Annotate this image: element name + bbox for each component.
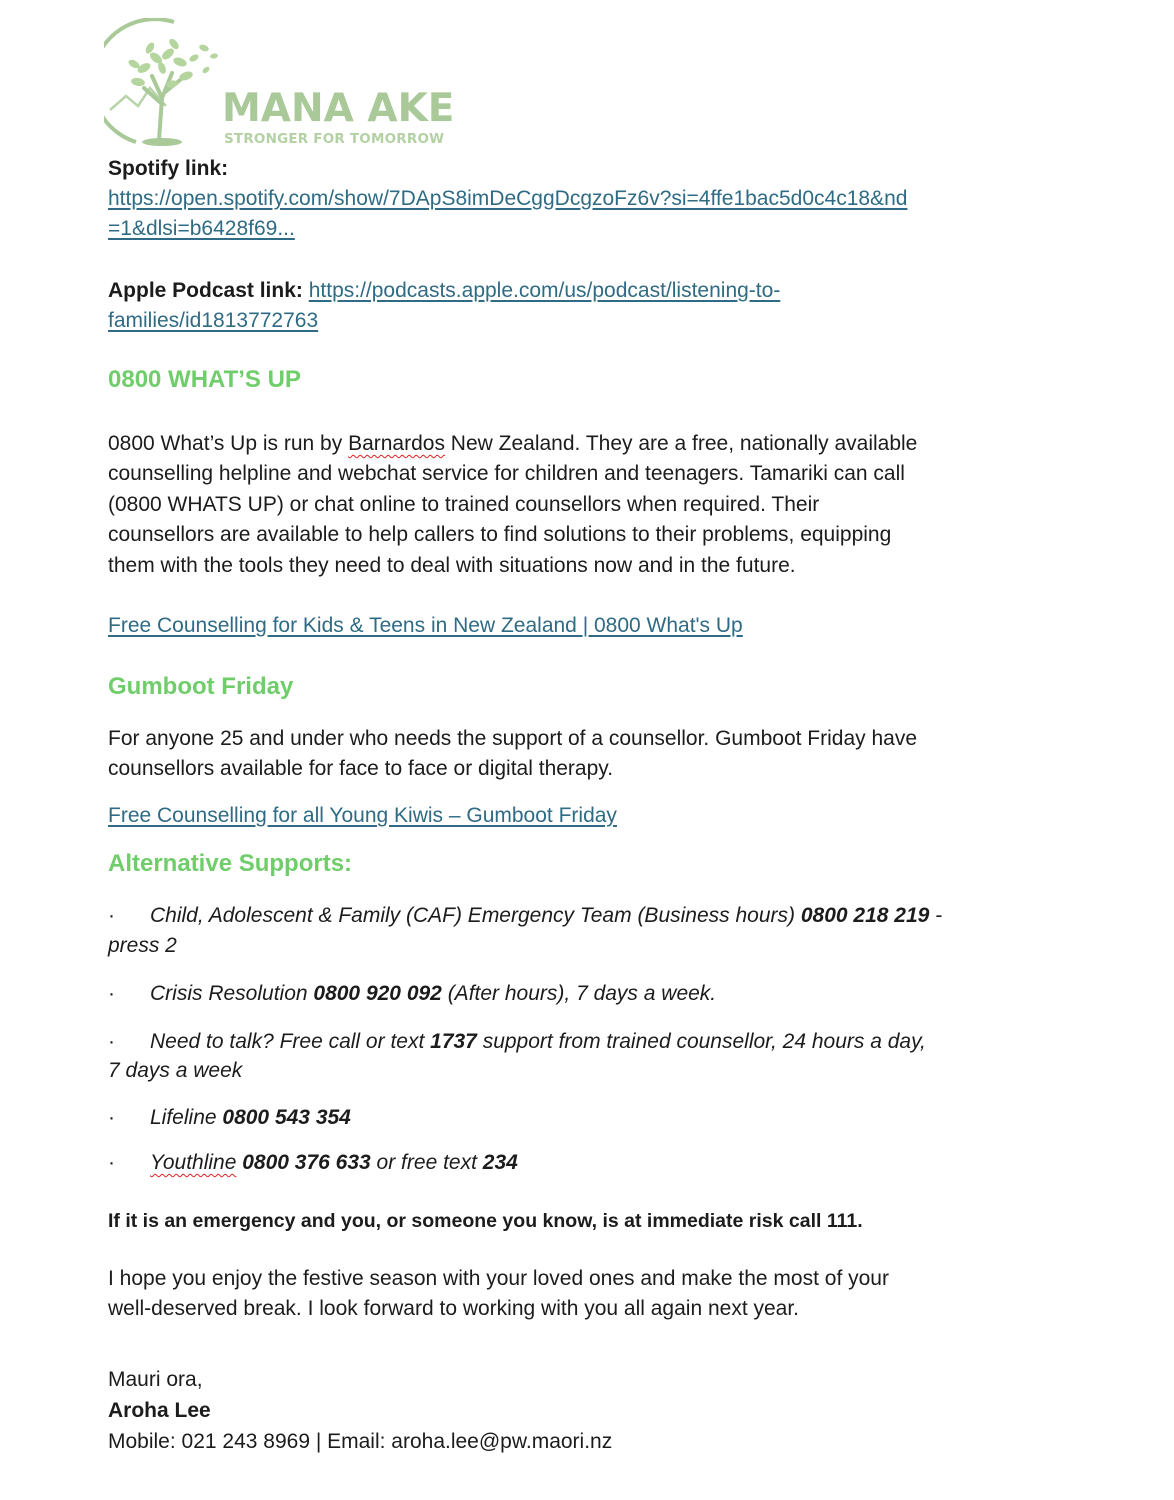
mana-ake-logo	[104, 18, 474, 150]
bullet-icon: ·	[108, 982, 115, 1005]
support-item-youthline: · Youthline 0800 376 633 or free text 234	[108, 1148, 518, 1179]
apple-podcast-link[interactable]: https://podcasts.apple.com/us/podcast/listening-to-	[308, 279, 781, 302]
bullet-icon: ·	[108, 1106, 115, 1129]
whatsup-link[interactable]: Free Counselling for Kids & Teens in New Zealand | 0800 What's Up	[108, 614, 743, 637]
logo-tagline: STRONGER FOR TOMORROW	[224, 131, 445, 147]
whatsup-paragraph-line: them with the tools they need to deal with situations now and in the future.	[108, 554, 796, 577]
whatsup-heading: 0800 WHAT’S UP	[108, 366, 301, 393]
apple-podcast-link-continued[interactable]: families/id1813772763	[108, 309, 319, 332]
gumboot-paragraph-line: For anyone 25 and under who needs the support of a counsellor. Gumboot Friday have	[108, 727, 918, 750]
misspelled-word: Youthline	[150, 1151, 237, 1174]
phone-number: 0800 376 633	[236, 1151, 371, 1174]
support-item-1737-continued: 7 days a week	[108, 1059, 243, 1082]
gumboot-link[interactable]: Free Counselling for all Young Kiwis – Gumboot Friday	[108, 804, 617, 827]
support-item-1737: · Need to talk? Free call or text 1737 support from trained counsellor, 24 hours a day,	[108, 1027, 926, 1058]
spotify-link-continued[interactable]: =1&dlsi=b6428f69...	[108, 217, 295, 240]
signature-contact: Mobile: 021 243 8969 | Email: aroha.lee@pw.maori.nz	[108, 1430, 613, 1453]
spotify-link[interactable]: https://open.spotify.com/show/7DApS8imDeCggDcgzoFz6v?si=4ffe1bac5d0c4c18&nd	[108, 187, 908, 210]
bullet-icon: ·	[108, 1151, 115, 1174]
spotify-label: Spotify link:	[108, 157, 229, 180]
phone-number: 0800 218 219	[800, 904, 930, 927]
misspelled-word: Barnardos	[348, 432, 445, 455]
bullet-icon: ·	[108, 904, 115, 927]
whatsup-paragraph-line: counsellors are available to help callers to find solutions to their problems, equipping	[108, 523, 892, 546]
logo-title: MANA AKE	[222, 86, 455, 131]
support-item-caf: · Child, Adolescent & Family (CAF) Emergency Team (Business hours) 0800 218 219 -	[108, 901, 942, 932]
apple-podcast-label: Apple Podcast link:	[108, 279, 303, 302]
whatsup-paragraph-line-1: 0800 What’s Up is run by Barnardos New Zealand. They are a free, nationally available	[108, 432, 918, 455]
text-number: 234	[482, 1151, 518, 1174]
support-item-crisis-resolution: · Crisis Resolution 0800 920 092 (After hours), 7 days a week.	[108, 979, 716, 1010]
tree-icon	[104, 18, 224, 150]
signoff: Mauri ora,	[108, 1368, 203, 1391]
whatsup-paragraph-line: counselling helpline and webchat service for children and teenagers. Tamariki can call	[108, 462, 905, 485]
emergency-notice: If it is an emergency and you, or someone you know, is at immediate risk call 111.	[108, 1210, 863, 1232]
phone-number: 0800 920 092	[313, 982, 442, 1005]
gumboot-heading: Gumboot Friday	[108, 673, 294, 700]
closing-line: well-deserved break. I look forward to working with you all again next year.	[108, 1297, 800, 1320]
closing-line: I hope you enjoy the festive season with your loved ones and make the most of your	[108, 1267, 889, 1290]
signature-name: Aroha Lee	[108, 1399, 211, 1422]
support-item-caf-continued: press 2	[108, 934, 177, 957]
phone-number: 0800 543 354	[222, 1106, 351, 1129]
gumboot-paragraph-line: counsellors available for face to face or digital therapy.	[108, 757, 614, 780]
whatsup-paragraph-line: (0800 WHATS UP) or chat online to trained counsellors when required. Their	[108, 493, 820, 516]
apple-podcast-line	[108, 276, 780, 307]
alternative-supports-heading: Alternative Supports:	[108, 850, 353, 877]
support-item-lifeline: · Lifeline 0800 543 354	[108, 1103, 351, 1134]
phone-number: 1737	[430, 1030, 477, 1053]
bullet-icon: ·	[108, 1030, 115, 1053]
